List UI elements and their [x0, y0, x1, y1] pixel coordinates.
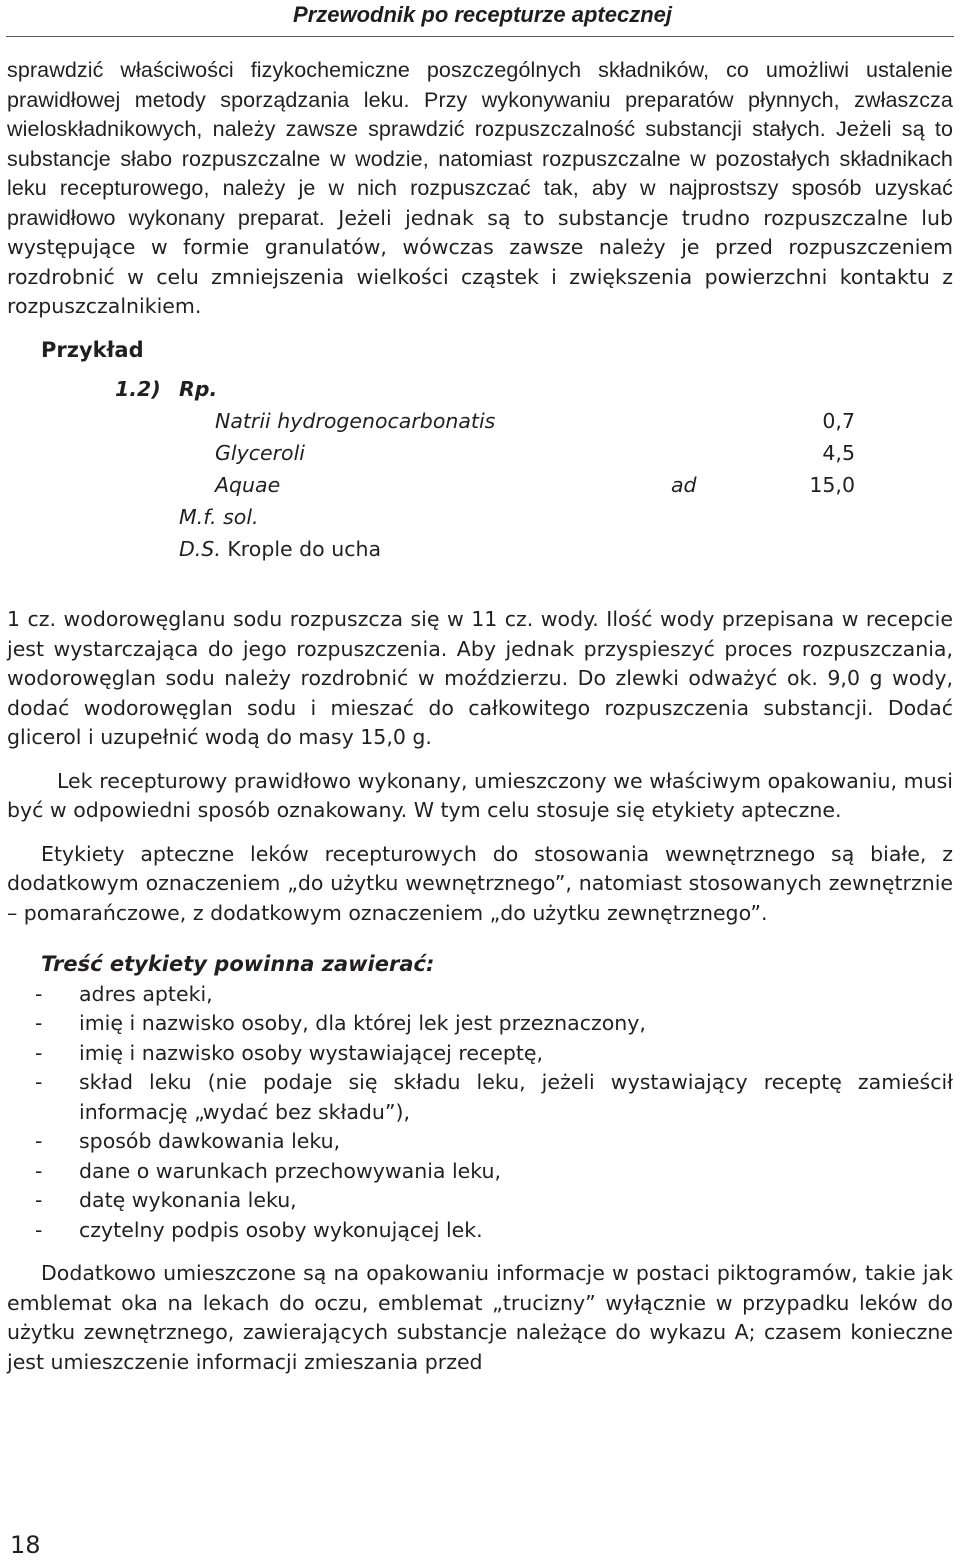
- ingredient-amount: 0,7: [822, 409, 855, 433]
- example-number: 1.2): [115, 377, 161, 401]
- paragraph-label-colors: Etykiety apteczne leków recepturowych do stosowania wewnętrznego są białe, z dodatkowym oznaczeniem „do użytku wewnętrznego”, natomiast stosowanych zewnętrznie – pomarańczowe, z dodatkowym oznaczeniem „do użytku zewnętrznego”.: [7, 841, 953, 925]
- paragraph-pictograms: Dodatkowo umieszczone są na opakowaniu informacje w postaci piktogramów, takie jak emblemat oka na lekach do oczu, emblemat „trucizny” wyłącznie w przypadku leków do użytku zewnętrznego, zawierających substancje należące do wykazu A; czasem konieczne jest umieszczenie informacji zmieszania przed: [7, 1261, 953, 1374]
- header-rule: [6, 36, 954, 37]
- paragraph-labeling: Lek recepturowy prawidłowo wykonany, umieszczony we właściwym opakowaniu, musi być w odpowiedni sposób oznakowany. W tym celu stosuje się etykiety apteczne.: [7, 768, 953, 822]
- list-item-text: imię i nazwisko osoby, dla której lek jest przeznaczony,: [79, 1011, 646, 1035]
- paragraph-solubility-part-a: sprawdzić właściwości fizykochemiczne poszczególnych składników, co umożliwi ustalenie prawidłowej metody sporządzania leku. Przy wykonywaniu preparatów płynnych, zwłaszcza wieloskładnikowych, należy zawsze sprawdzić rozpuszczalność substancji stałych. Jeżeli są to substancje słabo rozpuszczalne w wodzie, natomiast rozpuszczalne w pozostałych składnikach leku recepturowego, należy je w nich rozpuszczać tak, aby w najprostszy sposób uzyskać prawidłowo wykonany preparat.: [7, 58, 953, 230]
- list-item-text: adres apteki,: [79, 981, 213, 1006]
- list-item-text: czytelny podpis osoby wykonującej lek.: [79, 1217, 483, 1242]
- list-item-text: skład leku (nie podaje się składu leku, jeżeli wystawiający receptę zamieścił informację „wydać bez składu”),: [79, 1070, 953, 1124]
- list-item-text: sposób dawkowania leku,: [79, 1129, 341, 1153]
- ds-row: [7, 535, 953, 565]
- ingredient-row: [7, 407, 953, 437]
- list-dash: -: [35, 1158, 43, 1183]
- list-item: [7, 980, 953, 1010]
- list-dash: -: [35, 1217, 43, 1242]
- example-label: Przykład: [41, 337, 144, 362]
- list-item: [7, 1039, 953, 1069]
- ingredient-name: Aquae: [215, 473, 281, 497]
- list-dash: -: [35, 1011, 43, 1035]
- ingredient-amount: 15,0: [809, 473, 855, 497]
- list-item: [7, 1157, 953, 1187]
- paragraph-procedure: 1 cz. wodorowęglanu sodu rozpuszcza się w 11 cz. wody. Ilość wody przepisana w recepcie jest wystarczająca do jego rozpuszczenia. Aby jednak przyspieszyć proces rozpuszczania, wodorowęglan sodu należy rozdrobnić w moździerzu. Do zlewki odważyć ok. 9,0 g wody, dodać wodorowęglan sodu i mieszać do całkowitego rozpuszczenia substancji. Dodać glicerol i uzupełnić wodą do masy 15,0 g.: [7, 607, 953, 749]
- list-dash: -: [35, 1188, 43, 1212]
- list-dash: -: [35, 1129, 43, 1153]
- ds-abbr: D.S.: [179, 537, 221, 561]
- page-content: [7, 56, 953, 1377]
- page-number: 18: [10, 1531, 41, 1559]
- paragraph-solubility: [7, 56, 953, 322]
- ingredient-amount: 4,5: [822, 441, 855, 465]
- page-header: [0, 0, 960, 38]
- list-item: [7, 1186, 953, 1216]
- mfsol-text: M.f. sol.: [179, 505, 259, 529]
- list-item: [7, 1068, 953, 1127]
- ingredient-name: Glyceroli: [215, 441, 305, 465]
- label-contents-heading: Treść etykiety powinna zawierać:: [41, 952, 435, 976]
- list-dash: -: [35, 1070, 43, 1094]
- list-item: [7, 1216, 953, 1246]
- ingredient-row: [7, 439, 953, 469]
- rp-label: Rp.: [179, 377, 218, 401]
- ingredient-name: Natrii hydrogenocarbonatis: [215, 409, 496, 433]
- list-item: [7, 1009, 953, 1039]
- running-title: Przewodnik po recepturze aptecznej: [293, 2, 672, 27]
- list-item-text: imię i nazwisko osoby wystawiającej receptę,: [79, 1040, 543, 1065]
- list-item: [7, 1127, 953, 1157]
- ds-instruction: Krople do ucha: [220, 537, 382, 561]
- mfsol-row: [7, 503, 953, 533]
- ingredient-ad: ad: [671, 473, 697, 497]
- paragraph-solubility-part-b: Jeżeli jednak są to substancje trudno rozpuszczalne lub występujące w formie granulatów, wówczas zawsze należy je przed rozpuszczeniem rozdrobnić w celu zmniejszenia wielkości cząstek i zwiększenia powierzchni kontaktu z rozpuszczalnikiem.: [7, 205, 953, 318]
- list-item-text: dane o warunkach przechowywania leku,: [79, 1158, 502, 1183]
- list-dash: -: [35, 981, 43, 1006]
- list-dash: -: [35, 1040, 43, 1065]
- prescription-example: [7, 375, 953, 615]
- list-item-text: datę wykonania leku,: [79, 1188, 297, 1212]
- ingredient-row: [7, 471, 953, 501]
- label-contents-list: [7, 980, 953, 1246]
- ds-text: [179, 535, 381, 565]
